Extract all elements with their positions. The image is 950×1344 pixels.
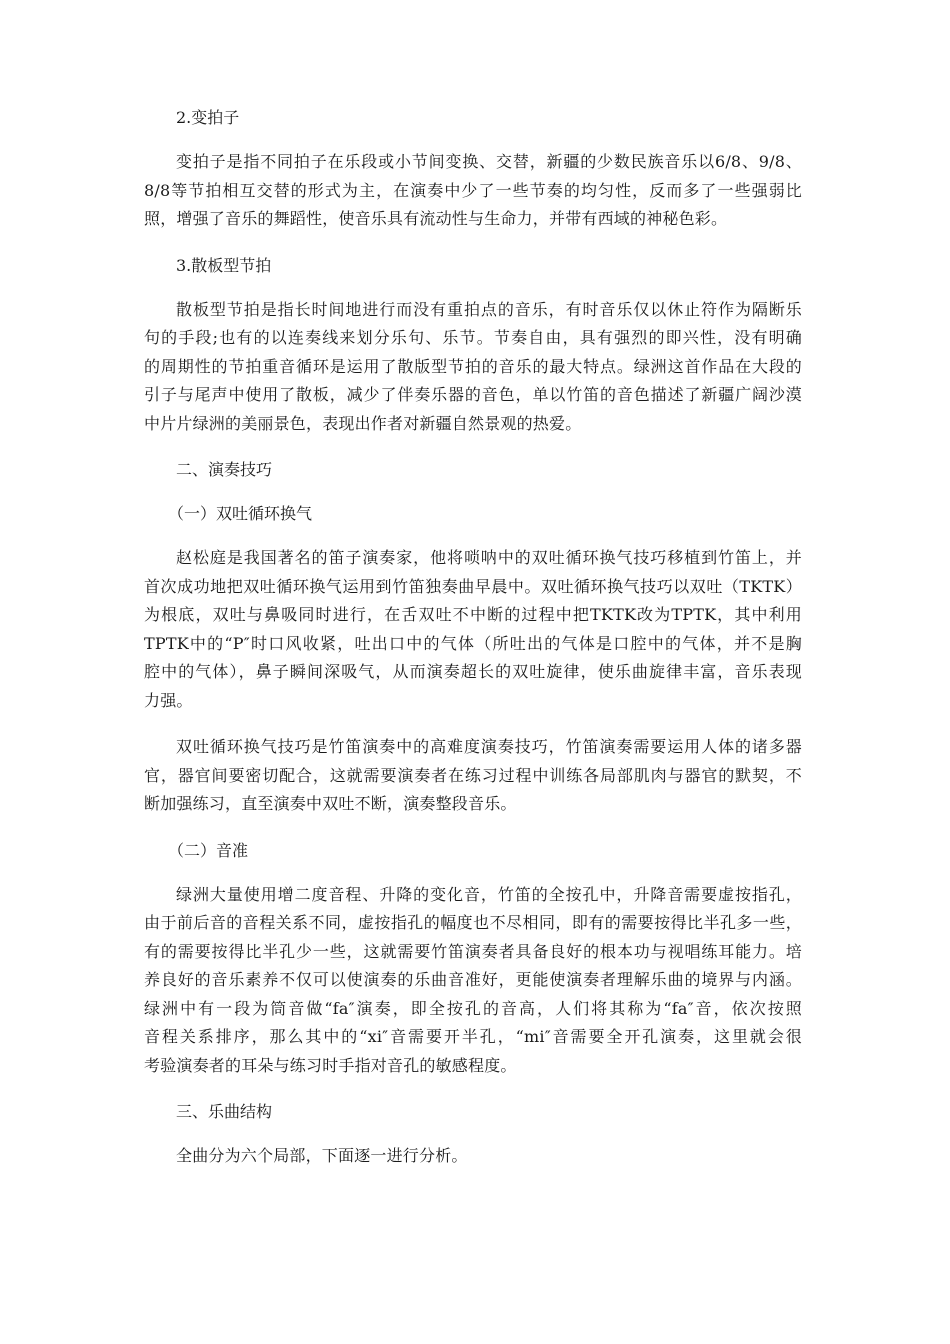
paragraph-circular-breathing-2 xyxy=(144,733,802,819)
text-line: 考验演奏者的耳朵与练习时手指对音孔的敏感程度。 xyxy=(144,1055,517,1075)
text-line: 照，增强了音乐的舞蹈性，使音乐具有流动性与生命力，并带有西域的神秘色彩。 xyxy=(144,209,728,228)
text-line: 官，器官间要密切配合，这就需要演奏者在练习过程中训练各局部肌肉与器官的默契，不 xyxy=(144,765,802,785)
text-line: 腔中的气体），鼻子瞬间深吸气，从而演奏超长的双吐旋律，使乐曲旋律丰富，音乐表现 xyxy=(144,662,802,681)
text-line: 中片片绿洲的美丽景色，表现出作者对新疆自然景观的热爱。 xyxy=(144,413,582,433)
text-line: 赵松庭是我国著名的笛子演奏家，他将唢呐中的双吐循环换气技巧移植到竹笛上，并 xyxy=(176,548,802,567)
paragraph-circular-breathing-1 xyxy=(144,544,802,715)
text-line: 为根底，双吐与鼻吸同时进行，在舌双吐不中断的过程中把TKTK改为TPTK，其中利用 xyxy=(144,605,802,624)
text-line: 引子与尾声中使用了散板，减少了伴奏乐器的音色，单以竹笛的音色描述了新疆广阔沙漠 xyxy=(144,385,802,404)
document-page xyxy=(144,104,802,1171)
text-line: 变拍子是指不同拍子在乐段或小节间变换、交替，新疆的少数民族音乐以6/8、9/8、 xyxy=(176,152,802,171)
subheading-rhythm-change: 2.变拍子 xyxy=(176,108,240,127)
text-line: 力强。 xyxy=(144,690,193,710)
text-line: 首次成功地把双吐循环换气运用到竹笛独奏曲早晨中。双吐循环换气技巧以双吐（TKTK） xyxy=(144,576,802,596)
subheading-circular-breathing: （一）双吐循环换气 xyxy=(168,504,313,523)
text-line: 双吐循环换气技巧是竹笛演奏中的高难度演奏技巧，竹笛演奏需要运用人体的诸多器 xyxy=(176,737,802,756)
paragraph-structure xyxy=(144,1142,802,1171)
paragraph-intonation xyxy=(144,881,802,1081)
text-line: 音程关系排序，那么其中的“xi″音需要开半孔，“mi″音需要全开孔演奏，这里就会很 xyxy=(144,1027,802,1046)
text-line: TPTK中的“P″时口风收紧，吐出口中的气体（所吐出的气体是口腔中的气体，并不是胸 xyxy=(144,633,802,653)
text-line: 由于前后音的音程关系不同，虚按指孔的幅度也不尽相同，即有的需要按得比半孔多一些， xyxy=(144,913,802,932)
text-line: 的周期性的节拍重音循环是运用了散版型节拍的音乐的最大特点。绿洲这首作品在大段的 xyxy=(144,356,802,376)
section-heading-structure: 三、乐曲结构 xyxy=(176,1102,273,1121)
subheading-intonation: （二）音准 xyxy=(168,840,249,860)
text-line: 断加强练习，直至演奏中双吐不断，演奏整段音乐。 xyxy=(144,794,517,813)
text-line: 有的需要按得比半孔少一些，这就需要竹笛演奏者具备良好的根本功与视唱练耳能力。培 xyxy=(144,941,802,961)
text-line: 句的手段;也有的以连奏线来划分乐句、乐节。节奏自由，具有强烈的即兴性，没有明确 xyxy=(144,328,802,347)
text-line: 8/8等节拍相互交替的形式为主，在演奏中少了一些节奏的均匀性，反而多了一些强弱比 xyxy=(144,180,802,200)
paragraph-rhythm-change xyxy=(144,148,802,234)
text-line: 绿洲中有一段为筒音做“fa″演奏，即全按孔的音高，人们将其称为“fa″音，依次按照 xyxy=(144,998,802,1018)
subheading-free-meter: 3.散板型节拍 xyxy=(176,255,272,275)
text-line: 散板型节拍是指长时间地进行而没有重拍点的音乐，有时音乐仅以休止符作为隔断乐 xyxy=(176,299,802,319)
text-line: 养良好的音乐素养不仅可以使演奏的乐曲音准好，更能使演奏者理解乐曲的境界与内涵。 xyxy=(144,970,802,989)
text-line: 全曲分为六个局部，下面逐一进行分析。 xyxy=(176,1146,468,1165)
text-line: 绿洲大量使用增二度音程、升降的变化音，竹笛的全按孔中，升降音需要虚按指孔， xyxy=(176,884,802,904)
paragraph-free-meter xyxy=(144,296,802,439)
section-heading-technique: 二、演奏技巧 xyxy=(176,460,273,479)
